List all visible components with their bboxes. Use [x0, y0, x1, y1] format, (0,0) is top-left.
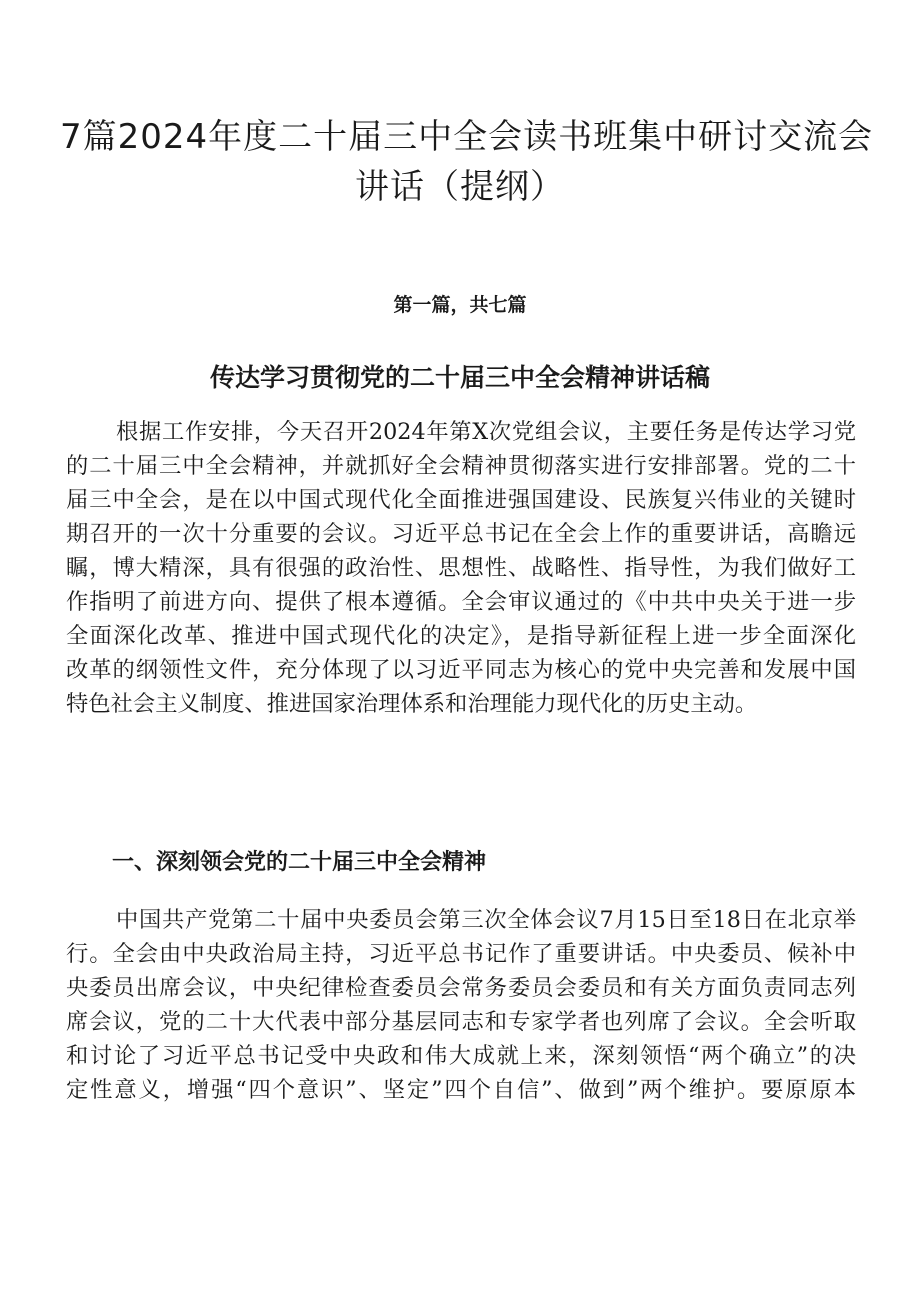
part-label: 第一篇，共七篇 [393, 294, 527, 316]
paragraph-line: 改革的纲领性文件，充分体现了以习近平同志为核心的党中央完善和发展中国 [66, 657, 856, 683]
paragraph-line: 定性意义，增强“四个意识”、坚定”四个自信”、做到”两个维护。要原原本 [66, 1077, 856, 1103]
paragraph-line: 席会议，党的二十大代表中部分基层同志和专家学者也列席了会议。全会听取 [66, 1009, 856, 1035]
section-heading: 一、深刻领会党的二十届三中全会精神 [112, 850, 487, 875]
paragraph-line: 特色社会主义制度、推进国家治理体系和治理能力现代化的历史主动。 [66, 691, 758, 717]
paragraph-line: 期召开的一次十分重要的会议。习近平总书记在全会上作的重要讲话，高瞻远 [66, 521, 856, 547]
paragraph-line: 全面深化改革、推进中国式现代化的决定》，是指导新征程上进一步全面深化 [66, 623, 856, 649]
document-title-line-1: 7篇2024年度二十届三中全会读书班集中研讨交流会 [60, 117, 874, 157]
paragraph-line: 的二十届三中全会精神，并就抓好全会精神贯彻落实进行安排部署。党的二十 [66, 453, 856, 479]
paragraph-line: 作指明了前进方向、提供了根本遵循。全会审议通过的《中共中央关于进一步 [66, 589, 856, 615]
intro-paragraph [66, 415, 856, 721]
paragraph-line: 根据工作安排，今天召开2024年第X次党组会议，主要任务是传达学习党 [116, 419, 856, 445]
paragraph-line: 中国共产党第二十届中央委员会第三次全体会议7月15日至18日在北京举 [116, 907, 856, 933]
paragraph-line: 届三中全会，是在以中国式现代化全面推进强国建设、民族复兴伟业的关键时 [66, 487, 856, 513]
document-title [60, 112, 874, 212]
document-title-line-2: 讲话（提纲） [355, 167, 565, 207]
speech-title: 传达学习贯彻党的二十届三中全会精神讲话稿 [209, 363, 710, 392]
paragraph-line: 央委员出席会议，中央纪律检查委员会常务委员会委员和有关方面负责同志列 [66, 975, 856, 1001]
section-paragraph [66, 903, 856, 1107]
paragraph-line: 瞩，博大精深，具有很强的政治性、思想性、战略性、指导性，为我们做好工 [66, 555, 856, 581]
paragraph-line: 和讨论了习近平总书记受中央政和伟大成就上来，深刻领悟“两个确立”的决 [66, 1043, 856, 1069]
paragraph-line: 行。全会由中央政治局主持，习近平总书记作了重要讲话。中央委员、候补中 [66, 941, 856, 967]
